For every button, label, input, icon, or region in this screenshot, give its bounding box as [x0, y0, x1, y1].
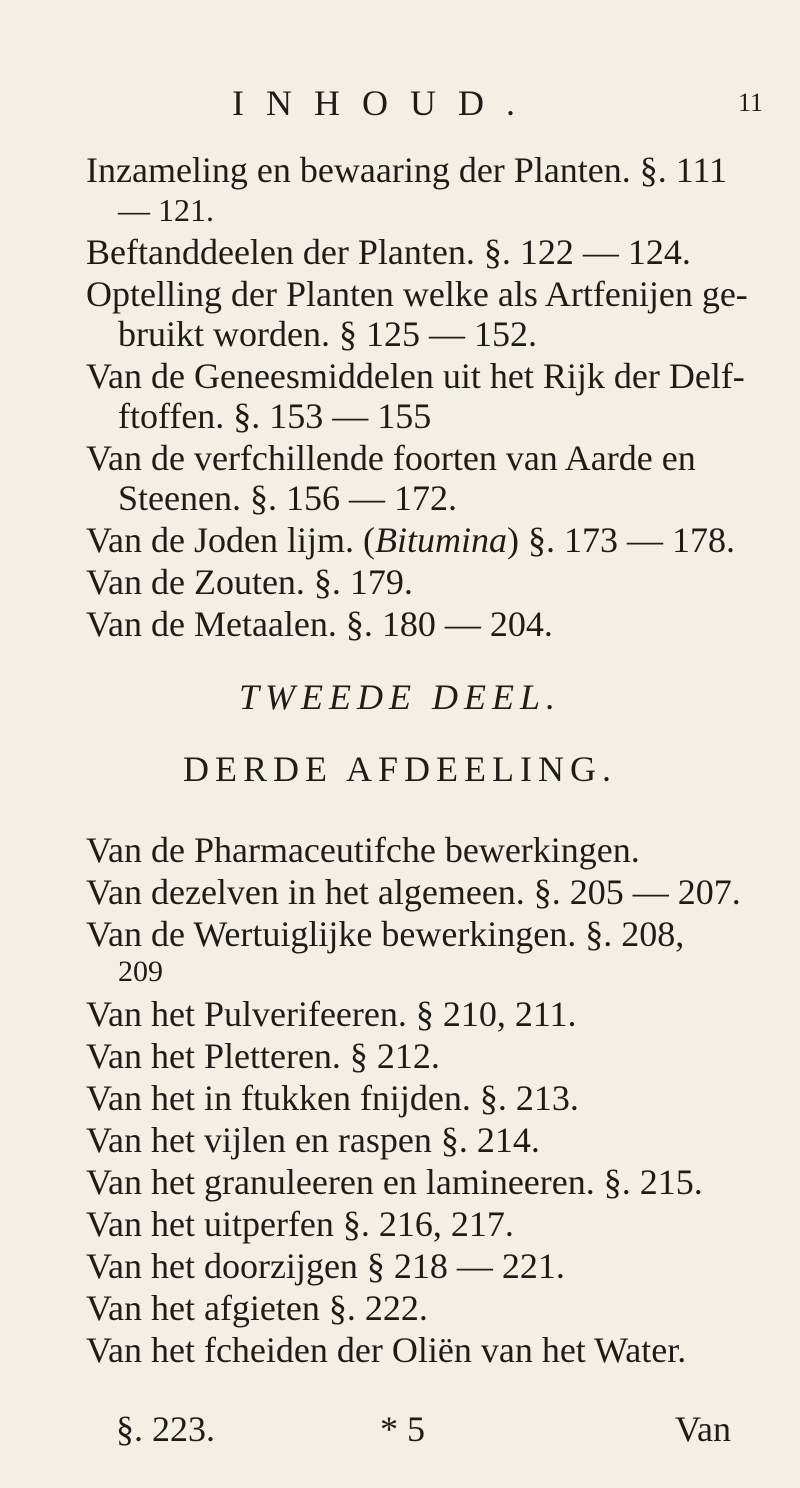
toc-entry-continuation: bruikt worden. § 125 — 152.: [118, 314, 537, 354]
toc-entry: Van de Geneesmiddelen uit het Rijk der Delf-: [86, 356, 745, 396]
toc-entry-continuation: ftoffen. §. 153 — 155: [118, 396, 432, 436]
toc-entry: Van het vijlen en raspen §. 214.: [86, 1120, 540, 1160]
toc-entry-continuation: Steenen. §. 156 — 172.: [118, 478, 457, 518]
page-number: 11: [738, 88, 764, 117]
signature-mark: * 5: [380, 1409, 425, 1449]
toc-entry: Van het Pulverifeeren. § 210, 211.: [86, 994, 577, 1034]
toc-entry: Van dezelven in het algemeen. §. 205 — 207.: [86, 872, 741, 912]
toc-entry-text: Van de Joden lijm. (: [86, 520, 375, 560]
section-reference: §. 223.: [116, 1409, 215, 1449]
toc-entry: Van de Wertuiglijke bewerkingen. §. 208,: [86, 914, 685, 954]
toc-entry: Van het uitperfen §. 216, 217.: [86, 1204, 514, 1244]
toc-entry-continuation: 209: [118, 955, 163, 988]
toc-entry: Van de Metaalen. §. 180 — 204.: [86, 604, 553, 644]
catchword: Van: [675, 1409, 731, 1449]
toc-entry: Van het doorzijgen § 218 — 221.: [86, 1246, 565, 1286]
toc-entry: Van het fcheiden der Oliën van het Water.: [86, 1330, 687, 1370]
part-title: TWEEDE DEEL.: [239, 677, 561, 717]
running-header: [0, 82, 800, 132]
page-footer: [0, 1408, 800, 1458]
toc-entry: Beftanddeelen der Planten. §. 122 — 124.: [86, 232, 691, 272]
toc-entry: Inzameling en bewaaring der Planten. §. 111: [86, 150, 728, 190]
toc-entry: Van het in ftukken fnijden. §. 213.: [86, 1078, 579, 1118]
toc-entry: Van het afgieten §. 222.: [86, 1288, 428, 1328]
toc-entry: Van het granuleeren en lamineeren. §. 215.: [86, 1162, 703, 1202]
toc-entry: Van de Pharmaceutifche bewerkingen.: [86, 830, 640, 870]
toc-entry-text: ) §. 173 — 178.: [506, 520, 735, 560]
page-title: INHOUD.: [232, 83, 537, 123]
toc-entry: Van de Zouten. §. 179.: [86, 562, 413, 602]
toc-entry: Optelling der Planten welke als Artfenijen ge-: [86, 274, 748, 314]
toc-entry: Van de verfchillende foorten van Aarde en: [86, 438, 696, 478]
section-title: DERDE AFDEELING.: [183, 749, 617, 789]
toc-entry-continuation: — 121.: [118, 192, 214, 228]
toc-entry: [86, 520, 766, 560]
toc-entry-italic: Bitumina: [374, 520, 507, 560]
toc-entry: Van het Pletteren. § 212.: [86, 1036, 440, 1076]
